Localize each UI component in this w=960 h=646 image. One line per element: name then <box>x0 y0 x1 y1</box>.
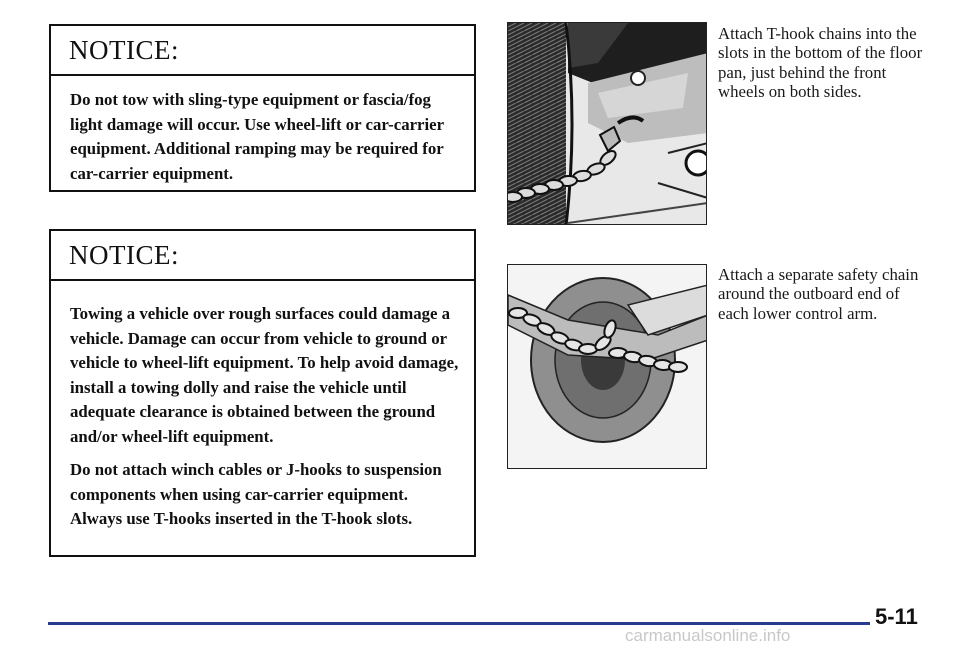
notice-heading: NOTICE: <box>51 26 474 76</box>
notice-box-sling <box>49 24 476 192</box>
safety-chain-control-arm-illustration <box>507 264 707 469</box>
notice-paragraph: Do not attach winch cables or J-hooks to suspension components when using car-carrier equipment. Always use T-hooks inserted in the T-hook slots. <box>70 460 442 528</box>
safety-chain-control-arm-icon <box>508 265 707 469</box>
page-number: 5-11 <box>875 604 918 629</box>
notice-box-rough-surfaces <box>49 229 476 557</box>
notice-heading: NOTICE: <box>51 231 474 281</box>
instruction-text: Attach T-hook chains into the slots in the bottom of the floor pan, just behind the front wheels on both sides. <box>718 24 923 101</box>
t-hook-chain-floor-pan-icon <box>508 23 707 225</box>
notice-paragraph: Do not tow with sling-type equipment or fascia/fog light damage will occur. Use wheel-lift or car-carrier equipment. Additional ramping may be required for car-carrier equipment. <box>70 90 444 183</box>
instruction-t-hook-chains <box>718 24 930 101</box>
notice-body <box>51 281 474 532</box>
notice-body <box>51 76 474 186</box>
watermark: carmanualsonline.info <box>625 626 791 645</box>
instruction-text: Attach a separate safety chain around the outboard end of each lower control arm. <box>718 265 919 323</box>
notice-paragraph: Towing a vehicle over rough surfaces could damage a vehicle. Damage can occur from vehicle to ground or vehicle to wheel-lift equipment. To help avoid damage, install a towing dolly and raise the vehicle until adequate clearance is obtained between the ground and/or wheel-lift equipment. <box>70 304 459 446</box>
footer-rule <box>48 622 870 625</box>
instruction-safety-chain <box>718 265 923 323</box>
t-hook-chain-floor-pan-illustration <box>507 22 707 225</box>
